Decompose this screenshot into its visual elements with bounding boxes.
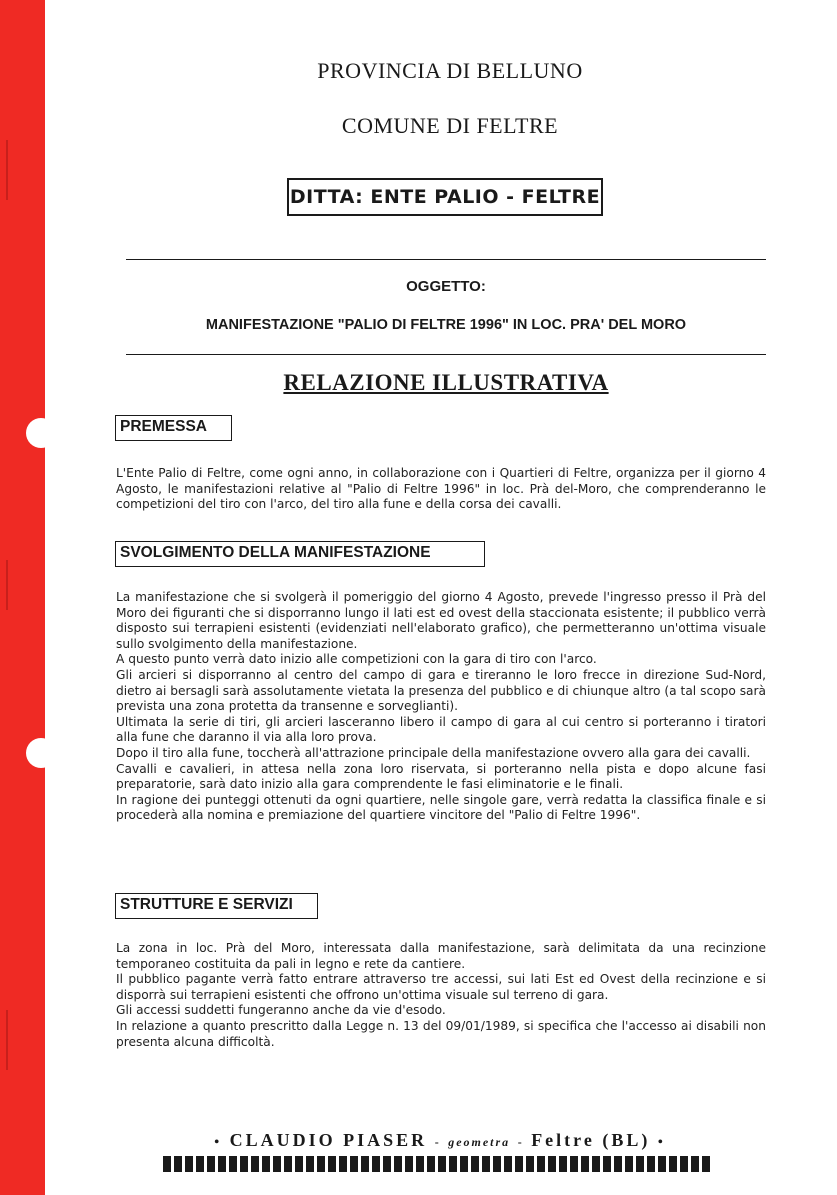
section-heading-strutture: STRUTTURE E SERVIZI bbox=[115, 893, 318, 919]
section-heading-premessa: PREMESSA bbox=[115, 415, 232, 441]
footer-name: CLAUDIO PIASER bbox=[229, 1130, 428, 1150]
document-title: RELAZIONE ILLUSTRATIVA bbox=[283, 370, 609, 395]
section-body-premessa bbox=[116, 466, 766, 513]
paragraph: La zona in loc. Prà del Moro, interessata dalla manifestazione, sarà delimitata da una recinzione temporaneo costituita da pali in legno e rete da cantiere. bbox=[116, 941, 766, 971]
paragraph: Il pubblico pagante verrà fatto entrare attraverso tre accessi, sui lati Est ed Ovest della recinzione e si disporrà sui terrapieni esistenti che offrono un'ottima visuale sul terreno di gara. bbox=[116, 972, 766, 1002]
paragraph: La manifestazione che si svolgerà il pomeriggio del giorno 4 Agosto, prevede l'ingresso presso il Prà del Moro dei figuranti che si disporranno lungo il lati est ed ovest della staccionata esistente; il pubblico verrà disposto sui terrapieni esistenti (evidenziati nell'elaborato grafico), che permetteranno un'ottima visuale sullo svolgimento della manifestazione. bbox=[116, 590, 766, 651]
footer-bullet-right: • bbox=[657, 1135, 666, 1150]
paragraph: Gli accessi suddetti fungeranno anche da vie d'esodo. bbox=[116, 1003, 446, 1018]
paragraph: Dopo il tiro alla fune, toccherà all'attrazione principale della manifestazione ovvero alla gara dei cavalli. bbox=[116, 745, 751, 760]
paragraph: In ragione dei punteggi ottenuti da ogni quartiere, nelle singole gare, verrà redatta la classifica finale e si procederà alla nomina e premiazione del quartiere vincitore del "Palio di Feltre 1996". bbox=[116, 792, 766, 823]
paragraph: Cavalli e cavalieri, in attesa nella zona loro riservata, si porteranno nella pista e dopo alcune fasi preparatorie, sarà dato inizio alla gara comprendente le fasi eliminatorie e le finali. bbox=[116, 761, 766, 792]
footer-bullet-left: • bbox=[214, 1135, 223, 1150]
paragraph: Ultimata la serie di tiri, gli arcieri lasceranno libero il campo di gara al cui centro si porteranno i tiratori alla fune che daranno il via alla loro prova. bbox=[116, 714, 766, 745]
footer-separator: - bbox=[517, 1135, 524, 1149]
divider-top bbox=[126, 259, 766, 260]
footer-separator: - bbox=[434, 1135, 441, 1149]
footer-decorative-stripe bbox=[163, 1156, 711, 1172]
paragraph: A questo punto verrà dato inizio alle competizioni con la gara di tiro con l'arco. bbox=[116, 652, 597, 667]
section-body-strutture bbox=[116, 941, 766, 1050]
divider-bottom bbox=[126, 354, 766, 355]
comune-heading: COMUNE DI FELTRE bbox=[341, 113, 559, 138]
provincia-heading: PROVINCIA DI BELLUNO bbox=[317, 58, 583, 83]
ditta-box: DITTA: ENTE PALIO - FELTRE bbox=[287, 178, 603, 216]
paragraph: In relazione a quanto prescritto dalla Legge n. 13 del 09/01/1989, si specifica che l'accesso ai disabili non presenta alcuna difficoltà. bbox=[116, 1018, 766, 1049]
footer-place: Feltre (BL) bbox=[531, 1130, 651, 1150]
oggetto-label: OGGETTO: bbox=[406, 278, 486, 295]
paragraph: Gli arcieri si disporranno al centro del campo di gara e tireranno le loro frecce in direzione Sud-Nord, dietro ai bersagli sarà assolutamente vietata la presenza del pubblico e di chiunque altro (a tal scopo sarà prevista una zona protetta da transenne e sorveglianti). bbox=[116, 667, 766, 714]
section-body-svolgimento bbox=[116, 590, 766, 824]
oggetto-subject: MANIFESTAZIONE "PALIO DI FELTRE 1996" IN LOC. PRA' DEL MORO bbox=[205, 317, 687, 333]
paragraph: L'Ente Palio di Feltre, come ogni anno, in collaborazione con i Quartieri di Feltre, organizza per il giorno 4 Agosto, le manifestazioni relative al "Palio di Feltre 1996" in loc. Prà del-Moro, che comprenderanno le competizioni del tiro con l'arco, del tiro alla fune e della corsa dei cavalli. bbox=[116, 466, 766, 512]
footer-signature bbox=[160, 1130, 720, 1151]
footer-profession: geometra bbox=[448, 1135, 511, 1149]
section-heading-svolgimento: SVOLGIMENTO DELLA MANIFESTAZIONE bbox=[115, 541, 485, 567]
